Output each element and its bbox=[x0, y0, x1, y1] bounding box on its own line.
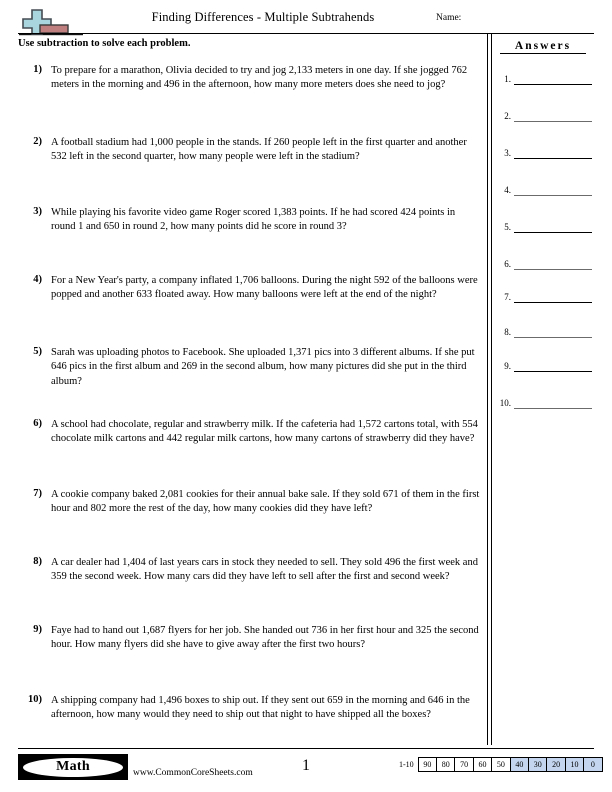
answer-blank-line[interactable] bbox=[514, 195, 592, 196]
problem-text: A school had chocolate, regular and strawberry milk. If the cafeteria had 1,572 cartons total, with 554 chocolate milk cartons and 442 regular milk cartons, how many cartons of strawberry did they have? bbox=[51, 419, 478, 445]
problem-number: 9) bbox=[33, 624, 42, 635]
answers-top-divider bbox=[492, 33, 594, 34]
answer-row[interactable] bbox=[492, 292, 594, 306]
problem-number: 8) bbox=[33, 556, 42, 567]
answer-number: 10. bbox=[499, 398, 511, 408]
answer-row[interactable] bbox=[492, 111, 594, 125]
problem-text: Faye had to hand out 1,687 flyers for her job. She handed out 736 in her first hour and 325 the second hour. How many flyers did she have to give away after the first two hours? bbox=[51, 625, 479, 651]
answer-number: 3. bbox=[504, 148, 511, 158]
page-number: 1 bbox=[302, 757, 310, 774]
problem-item bbox=[18, 418, 480, 447]
score-cell: 80 bbox=[437, 758, 455, 771]
score-cell: 40 bbox=[511, 758, 529, 771]
column-divider bbox=[487, 33, 492, 745]
answer-row[interactable] bbox=[492, 148, 594, 162]
answer-blank-line[interactable] bbox=[514, 121, 592, 122]
problem-text: While playing his favorite video game Roger scored 1,383 points. If he had scored 424 points in round 1 and 650 in round 2, how many points did he score in round 3? bbox=[51, 207, 456, 233]
score-cell: 30 bbox=[529, 758, 547, 771]
answer-row[interactable] bbox=[492, 398, 594, 412]
problem-item bbox=[18, 136, 480, 165]
score-cell: 60 bbox=[474, 758, 492, 771]
answer-blank-line[interactable] bbox=[514, 408, 592, 409]
answer-number: 6. bbox=[504, 259, 511, 269]
score-cell: 50 bbox=[492, 758, 510, 771]
problem-item bbox=[18, 206, 480, 235]
score-cell: 10 bbox=[566, 758, 584, 771]
problem-number: 4) bbox=[33, 274, 42, 285]
score-key bbox=[399, 757, 603, 772]
answer-blank-line[interactable] bbox=[514, 371, 592, 372]
subject-label: Math bbox=[23, 758, 123, 777]
answer-number: 2. bbox=[504, 111, 511, 121]
instruction-text: Use subtraction to solve each problem. bbox=[18, 38, 191, 49]
problem-text: To prepare for a marathon, Olivia decided to try and jog 2,133 meters in one day. If she jogged 762 meters in the morning and 496 in the afternoon, how many more meters does she need to jog? bbox=[51, 65, 468, 91]
answer-row[interactable] bbox=[492, 361, 594, 375]
answer-number: 7. bbox=[504, 292, 511, 302]
score-range-label: 1-10 bbox=[399, 760, 414, 769]
answer-blank-line[interactable] bbox=[514, 84, 592, 85]
answer-row[interactable] bbox=[492, 327, 594, 341]
problem-item bbox=[18, 64, 480, 93]
answer-number: 5. bbox=[504, 222, 511, 232]
footer-divider bbox=[18, 748, 594, 749]
problem-item bbox=[18, 694, 480, 723]
website-url: www.CommonCoreSheets.com bbox=[133, 768, 253, 778]
answer-row[interactable] bbox=[492, 259, 594, 273]
problem-text: For a New Year's party, a company inflated 1,706 balloons. During the night 592 of the balloons were popped and another 633 floated away. How many balloons were left at the end of the night? bbox=[51, 275, 478, 301]
answer-number: 9. bbox=[504, 361, 511, 371]
problem-text: A shipping company had 1,496 boxes to ship out. If they sent out 659 in the morning and 646 in the afternoon, how many would they need to ship out that night to have shipped all the boxes? bbox=[51, 695, 470, 721]
problem-number: 5) bbox=[33, 346, 42, 357]
problem-text: A cookie company baked 2,081 cookies for their annual bake sale. If they sold 671 of them in the first hour and 802 more the rest of the day, how many cookies did they have left? bbox=[51, 489, 480, 515]
problem-item bbox=[18, 488, 480, 517]
score-cell: 0 bbox=[584, 758, 602, 771]
answer-number: 1. bbox=[504, 74, 511, 84]
answer-blank-line[interactable] bbox=[514, 158, 592, 159]
problem-number: 3) bbox=[33, 206, 42, 217]
problem-item bbox=[18, 274, 480, 303]
answers-heading: Answers bbox=[500, 40, 586, 54]
problem-number: 6) bbox=[33, 418, 42, 429]
answer-row[interactable] bbox=[492, 74, 594, 88]
answer-number: 8. bbox=[504, 327, 511, 337]
score-cell: 70 bbox=[455, 758, 473, 771]
answers-column bbox=[492, 36, 594, 408]
name-field-label[interactable]: Name: bbox=[436, 13, 462, 23]
score-cell: 90 bbox=[419, 758, 437, 771]
problem-number: 1) bbox=[33, 64, 42, 75]
answer-blank-line[interactable] bbox=[514, 269, 592, 270]
problem-number: 7) bbox=[33, 488, 42, 499]
score-grid bbox=[418, 757, 603, 772]
answer-blank-line[interactable] bbox=[514, 302, 592, 303]
problem-item bbox=[18, 624, 480, 653]
problem-item bbox=[18, 346, 480, 389]
answer-blank-line[interactable] bbox=[514, 232, 592, 233]
problem-item bbox=[18, 556, 480, 585]
answer-blank-line[interactable] bbox=[514, 337, 592, 338]
problem-number: 2) bbox=[33, 136, 42, 147]
problem-text: A football stadium had 1,000 people in the stands. If 260 people left in the first quarter and another 532 left in the second quarter, how many people were left in the stadium? bbox=[51, 137, 467, 163]
score-cell: 20 bbox=[547, 758, 565, 771]
problem-number: 10) bbox=[28, 694, 42, 705]
page-title: Finding Differences - Multiple Subtrahends bbox=[151, 10, 375, 24]
problem-text: Sarah was uploading photos to Facebook. She uploaded 1,371 pics into 3 different albums. If she put 646 pics in the first album and 269 in the second album, how many pictures did she put in the third album? bbox=[51, 347, 475, 387]
problem-text: A car dealer had 1,404 of last years cars in stock they needed to sell. They sold 496 the first week and 359 the second week. How many cars did they have left to sell after the first and second week? bbox=[51, 557, 478, 583]
answer-number: 4. bbox=[504, 185, 511, 195]
answer-row[interactable] bbox=[492, 185, 594, 199]
answer-row[interactable] bbox=[492, 222, 594, 236]
